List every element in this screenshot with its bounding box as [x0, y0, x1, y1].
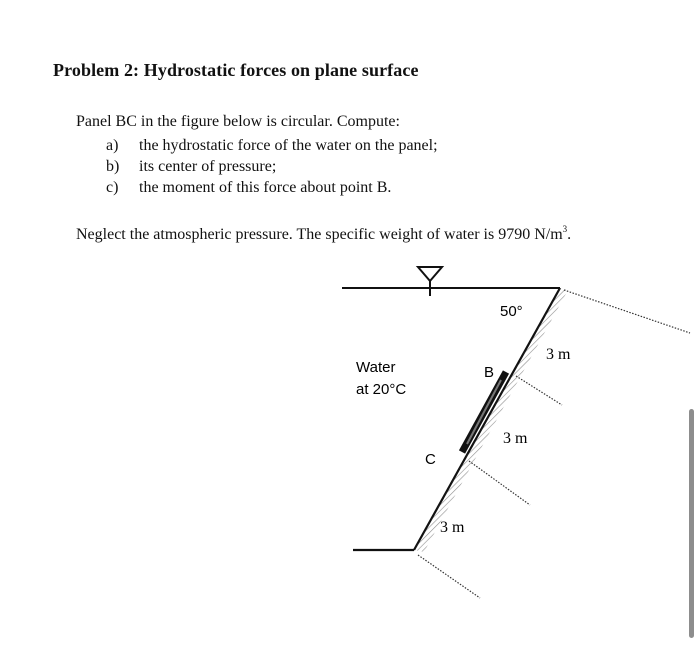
- water-label: Water: [356, 359, 396, 376]
- list-item-text: the moment of this force about point B.: [139, 179, 392, 196]
- dimension-bottom-label: 3 m: [440, 519, 465, 536]
- list-item-text: the hydrostatic force of the water on the panel;: [139, 137, 438, 154]
- dimension-line-top: [564, 290, 690, 333]
- point-c-label: C: [425, 451, 436, 468]
- neglect-end: .: [567, 226, 572, 243]
- dimension-line-bottom: [418, 555, 480, 598]
- problem-intro: Panel BC in the figure below is circular. Compute:: [76, 113, 400, 130]
- neglect-text: Neglect the atmospheric pressure. The specific weight of water is 9790 N/m: [76, 226, 563, 243]
- exponent: 3: [562, 224, 568, 234]
- dimension-panel-label: 3 m: [503, 430, 528, 447]
- angle-label: 50°: [500, 303, 523, 320]
- wall-hatching: [414, 288, 568, 552]
- dimension-line-lower: [469, 461, 530, 505]
- point-b-label: B: [484, 364, 495, 381]
- list-item-label: b): [106, 158, 120, 175]
- dimension-top-label: 3 m: [546, 346, 571, 363]
- water-temp-label: at 20°C: [356, 381, 407, 398]
- list-item-label: c): [106, 179, 119, 196]
- free-surface-symbol: [418, 267, 442, 296]
- scrollbar[interactable]: [689, 409, 694, 638]
- list-item-label: a): [106, 137, 119, 154]
- problem-title: Problem 2: Hydrostatic forces on plane surface: [53, 60, 419, 80]
- dimension-line-upper: [516, 376, 562, 405]
- list-item-text: its center of pressure;: [139, 158, 277, 175]
